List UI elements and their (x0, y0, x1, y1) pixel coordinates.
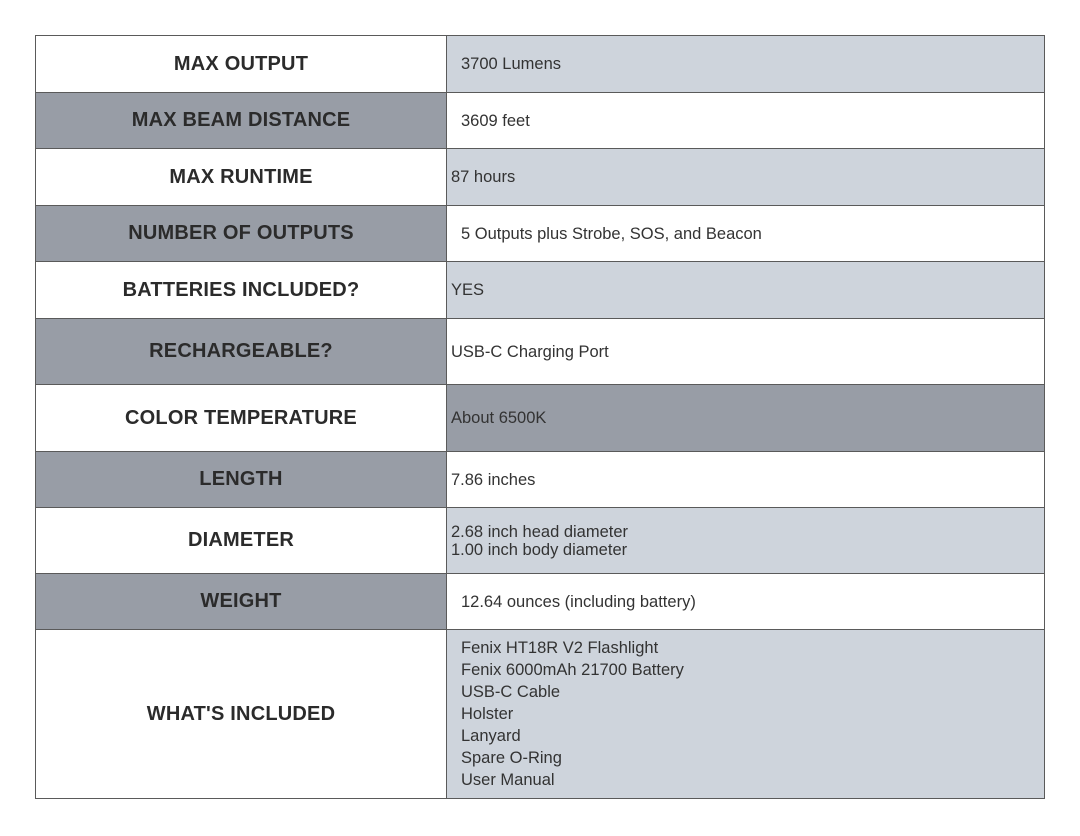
spec-row-max-output (36, 36, 1045, 93)
spec-label: LENGTH (36, 452, 447, 508)
spec-table (35, 35, 1045, 799)
spec-label: NUMBER OF OUTPUTS (36, 206, 447, 262)
spec-value: 7.86 inches (447, 452, 1045, 508)
included-item: Spare O-Ring (461, 749, 562, 767)
spec-value: 12.64 ounces (including battery) (447, 574, 1045, 630)
included-item: User Manual (461, 771, 555, 789)
spec-label: WEIGHT (36, 574, 447, 630)
spec-row-weight (36, 574, 1045, 630)
spec-label: DIAMETER (36, 508, 447, 574)
included-item: Fenix HT18R V2 Flashlight (461, 639, 659, 657)
spec-row-batteries-included (36, 262, 1045, 319)
included-item: Lanyard (461, 727, 521, 745)
spec-row-number-of-outputs (36, 206, 1045, 262)
spec-row-diameter (36, 508, 1045, 574)
spec-row-length (36, 452, 1045, 508)
spec-value: About 6500K (447, 385, 1045, 452)
spec-row-rechargeable (36, 319, 1045, 385)
spec-value: 3700 Lumens (447, 36, 1045, 93)
spec-label: MAX OUTPUT (36, 36, 447, 93)
spec-value: USB-C Charging Port (447, 319, 1045, 385)
spec-label: MAX RUNTIME (36, 149, 447, 206)
spec-value: 2.68 inch head diameter 1.00 inch body diameter (447, 508, 1045, 574)
spec-label: WHAT'S INCLUDED (36, 630, 447, 799)
spec-label: BATTERIES INCLUDED? (36, 262, 447, 319)
spec-value: 5 Outputs plus Strobe, SOS, and Beacon (447, 206, 1045, 262)
spec-row-max-beam-distance (36, 93, 1045, 149)
spec-value (447, 630, 1045, 799)
spec-value: YES (447, 262, 1045, 319)
included-item: USB-C Cable (461, 683, 561, 701)
spec-row-whats-included (36, 630, 1045, 799)
spec-value: 87 hours (447, 149, 1045, 206)
spec-value: 3609 feet (447, 93, 1045, 149)
spec-row-color-temperature (36, 385, 1045, 452)
spec-label: MAX BEAM DISTANCE (36, 93, 447, 149)
spec-label: COLOR TEMPERATURE (36, 385, 447, 452)
spec-row-max-runtime (36, 149, 1045, 206)
included-item: Fenix 6000mAh 21700 Battery (461, 661, 684, 679)
included-item: Holster (461, 705, 514, 723)
spec-label: RECHARGEABLE? (36, 319, 447, 385)
